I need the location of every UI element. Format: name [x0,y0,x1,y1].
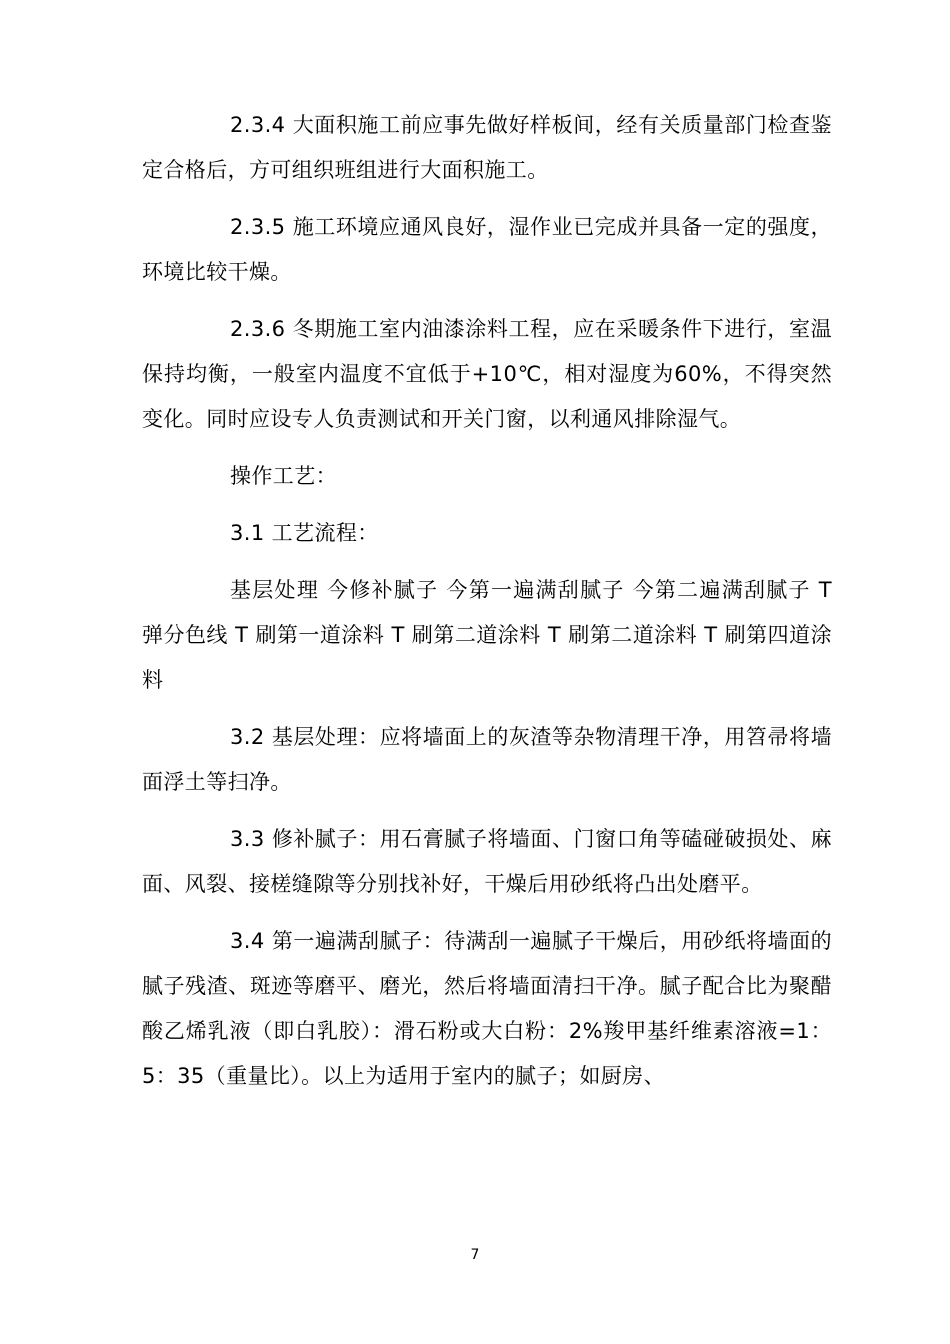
section-heading-operation: 操作工艺： [230,464,337,488]
paragraph-process-flow: 基层处理 今修补腻子 今第一遍满刮腻子 今第二遍满刮腻子 T 弹分色线 T 刷第一道涂料 T 刷第二道涂料 T 刷第二道涂料 T 刷第四道涂料 [142,578,832,692]
paragraph-2-3-5: 2.3.5 施工环境应通风良好，湿作业已完成并具备一定的强度，环境比较干燥。 [142,215,832,284]
page-number: 7 [470,1247,480,1263]
paragraph-3-3: 3.3 修补腻子：用石膏腻子将墙面、门窗口角等磕碰破损处、麻面、风裂、接槎缝隙等分别找补好，干燥后用砂纸将凸出处磨平。 [142,827,832,896]
heading-3-1: 3.1 工艺流程： [230,521,379,545]
paragraph-2-3-6: 2.3.6 冬期施工室内油漆涂料工程，应在采暖条件下进行，室温保持均衡，一般室内温度不宜低于+10℃，相对湿度为60%，不得突然变化。同时应设专人负责测试和开关门窗，以利通风排除湿气。 [142,317,832,431]
document-body [142,103,832,1111]
paragraph-3-2: 3.2 基层处理：应将墙面上的灰渣等杂物清理干净，用笤帚将墙面浮土等扫净。 [142,725,832,794]
paragraph-2-3-4: 2.3.4 大面积施工前应事先做好样板间，经有关质量部门检查鉴定合格后，方可组织班组进行大面积施工。 [142,113,832,182]
paragraph-3-4: 3.4 第一遍满刮腻子：待满刮一遍腻子干燥后，用砂纸将墙面的腻子残渣、斑迹等磨平、磨光，然后将墙面清扫干净。腻子配合比为聚醋酸乙烯乳液（即白乳胶）：滑石粉或大白粉：2%羧甲基纤维素溶液=1：5：35（重量比）。以上为适用于室内的腻子；如厨房、 [142,929,832,1088]
